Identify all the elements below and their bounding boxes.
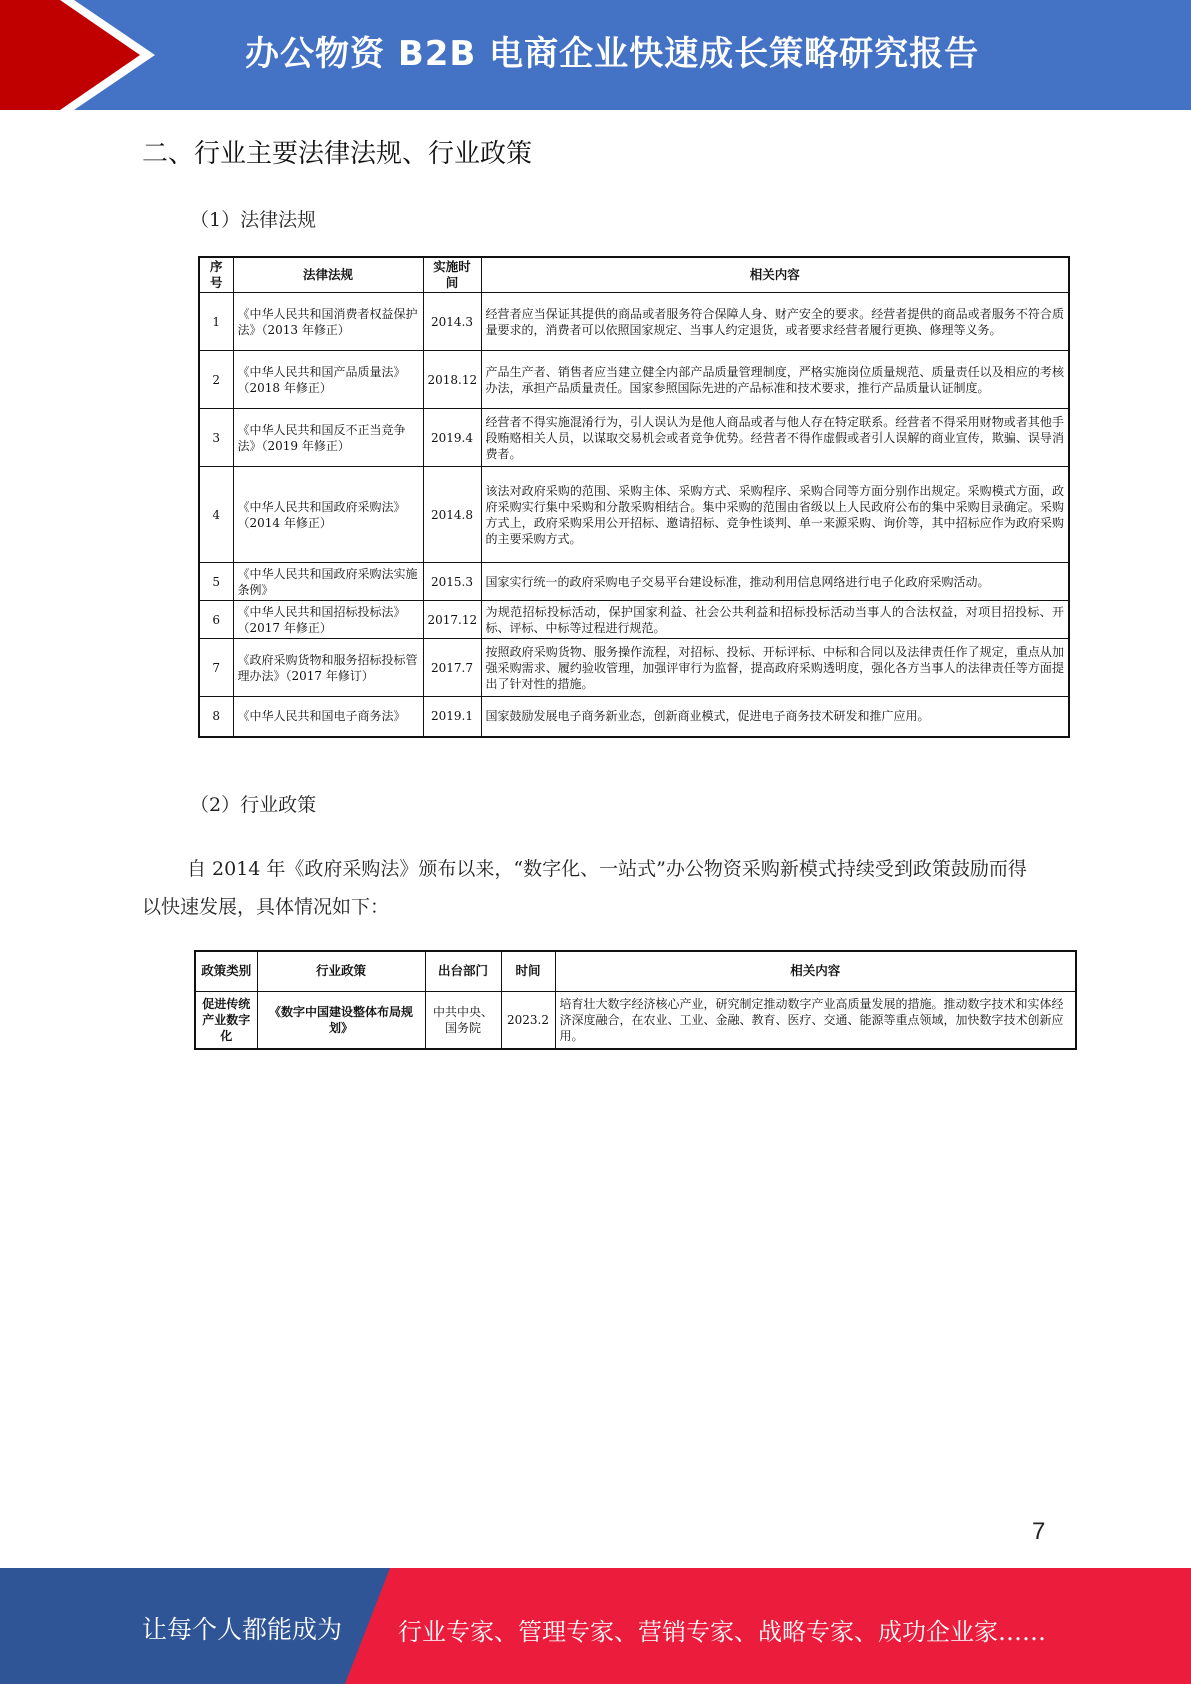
- policy-category: 促进传统产业数字化: [195, 991, 257, 1049]
- page-footer: [0, 1568, 1191, 1684]
- law-content: 该法对政府采购的范围、采购主体、采购方式、采购程序、采购合同等方面分别作出规定。采购模式方面，政府采购实行集中采购和分散采购相结合。集中采购的范围由省级以上人民政府公布的集中采购目录确定。采购方式上，政府采购采用公开招标、邀请招标、竞争性谈判、单一来源采购、询价等，其中招标应作为政府采购的主要采购方式。: [481, 467, 1069, 563]
- effective-date: 2017.7: [423, 639, 481, 697]
- table-row: [199, 409, 1069, 467]
- law-name: 《中华人民共和国电子商务法》: [233, 697, 423, 737]
- law-content: 产品生产者、销售者应当建立健全内部产品质量管理制度，严格实施岗位质量规范、质量责任以及相应的考核办法，承担产品质量责任。国家参照国际先进的产品标准和技术要求，推行产品质量认证制度。: [481, 351, 1069, 409]
- subsection-laws-title: （1）法律法规: [190, 209, 317, 231]
- header-cell: 实施时间: [423, 257, 481, 293]
- policy-paragraph: 自 2014 年《政府采购法》颁布以来，“数字化、一站式”办公物资采购新模式持续受到政策鼓励而得以快速发展，具体情况如下：: [142, 858, 1027, 918]
- table-row: [199, 563, 1069, 601]
- law-content: 为规范招标投标活动，保护国家利益、社会公共利益和招标投标活动当事人的合法权益，对项目招投标、开标、评标、中标等过程进行规范。: [481, 601, 1069, 639]
- law-content: 国家实行统一的政府采购电子交易平台建设标准，推动利用信息网络进行电子化政府采购活动。: [481, 563, 1069, 601]
- law-content: 按照政府采购货物、服务操作流程，对招标、投标、开标评标、中标和合同以及法律责任作了规定，重点从加强采购需求、履约验收管理，加强评审行为监督，提高政府采购透明度，强化各方当事人的法律责任等方面提出了针对性的措施。: [481, 639, 1069, 697]
- law-name: 《政府采购货物和服务招标投标管理办法》（2017 年修订）: [233, 639, 423, 697]
- row-index: 2: [199, 351, 233, 409]
- table-row: [199, 639, 1069, 697]
- issue-date: 2023.2: [501, 991, 555, 1049]
- row-index: 4: [199, 467, 233, 563]
- report-title: 办公物资 B2B 电商企业快速成长策略研究报告: [245, 34, 980, 74]
- table-row: [199, 293, 1069, 351]
- footer-slogan-left: 让每个人都能成为: [142, 1615, 343, 1644]
- law-name: 《中华人民共和国产品质量法》（2018 年修正）: [233, 351, 423, 409]
- footer-slogan-right: 行业专家、管理专家、营销专家、战略专家、成功企业家……: [398, 1618, 1046, 1646]
- law-content: 经营者不得实施混淆行为，引人误认为是他人商品或者与他人存在特定联系。经营者不得采用财物或者其他手段贿赂相关人员，以谋取交易机会或者竞争优势。经营者不得作虚假或者引人误解的商业宣传，欺骗、误导消费者。: [481, 409, 1069, 467]
- table-row: [199, 601, 1069, 639]
- table-row: [199, 467, 1069, 563]
- subsection-policy-title: （2）行业政策: [190, 794, 317, 816]
- policy-table: [194, 950, 1077, 1050]
- row-index: 7: [199, 639, 233, 697]
- section-title: 二、行业主要法律法规、行业政策: [142, 139, 533, 169]
- policy-name: 《数字中国建设整体布局规划》: [257, 991, 425, 1049]
- header-cell: 政策类别: [195, 951, 257, 991]
- row-index: 5: [199, 563, 233, 601]
- effective-date: 2014.3: [423, 293, 481, 351]
- law-name: 《中华人民共和国政府采购法》（2014 年修正）: [233, 467, 423, 563]
- header-cell: 相关内容: [481, 257, 1069, 293]
- law-name: 《中华人民共和国招标投标法》（2017 年修正）: [233, 601, 423, 639]
- page-header: [0, 0, 1191, 110]
- laws-table-header: [199, 257, 1069, 293]
- table-row: [199, 351, 1069, 409]
- law-content: 国家鼓励发展电子商务新业态，创新商业模式，促进电子商务技术研发和推广应用。: [481, 697, 1069, 737]
- effective-date: 2017.12: [423, 601, 481, 639]
- header-red-chevron: [0, 0, 150, 110]
- law-name: 《中华人民共和国反不正当竞争法》（2019 年修正）: [233, 409, 423, 467]
- row-index: 6: [199, 601, 233, 639]
- row-index: 3: [199, 409, 233, 467]
- header-cell: 序号: [199, 257, 233, 293]
- header-cell: 出台部门: [425, 951, 501, 991]
- header-cell: 时间: [501, 951, 555, 991]
- laws-table: [198, 256, 1070, 738]
- page-number: 7: [1032, 1518, 1046, 1545]
- table-row: [195, 991, 1076, 1049]
- effective-date: 2019.4: [423, 409, 481, 467]
- row-index: 8: [199, 697, 233, 737]
- policy-content: 培育壮大数字经济核心产业，研究制定推动数字产业高质量发展的措施。推动数字技术和实体经济深度融合，在农业、工业、金融、教育、医疗、交通、能源等重点领域，加快数字技术创新应用。: [555, 991, 1076, 1049]
- table-row: [199, 697, 1069, 737]
- header-cell: 相关内容: [555, 951, 1076, 991]
- law-name: 《中华人民共和国消费者权益保护法》（2013 年修正）: [233, 293, 423, 351]
- effective-date: 2018.12: [423, 351, 481, 409]
- effective-date: 2015.3: [423, 563, 481, 601]
- row-index: 1: [199, 293, 233, 351]
- header-cell: 法律法规: [233, 257, 423, 293]
- effective-date: 2014.8: [423, 467, 481, 563]
- header-cell: 行业政策: [257, 951, 425, 991]
- law-name: 《中华人民共和国政府采购法实施条例》: [233, 563, 423, 601]
- law-content: 经营者应当保证其提供的商品或者服务符合保障人身、财产安全的要求。经营者提供的商品或者服务不符合质量要求的，消费者可以依照国家规定、当事人约定退货，或者要求经营者履行更换、修理等义务。: [481, 293, 1069, 351]
- policy-table-header: [195, 951, 1076, 991]
- issuing-department: 中共中央、国务院: [425, 991, 501, 1049]
- effective-date: 2019.1: [423, 697, 481, 737]
